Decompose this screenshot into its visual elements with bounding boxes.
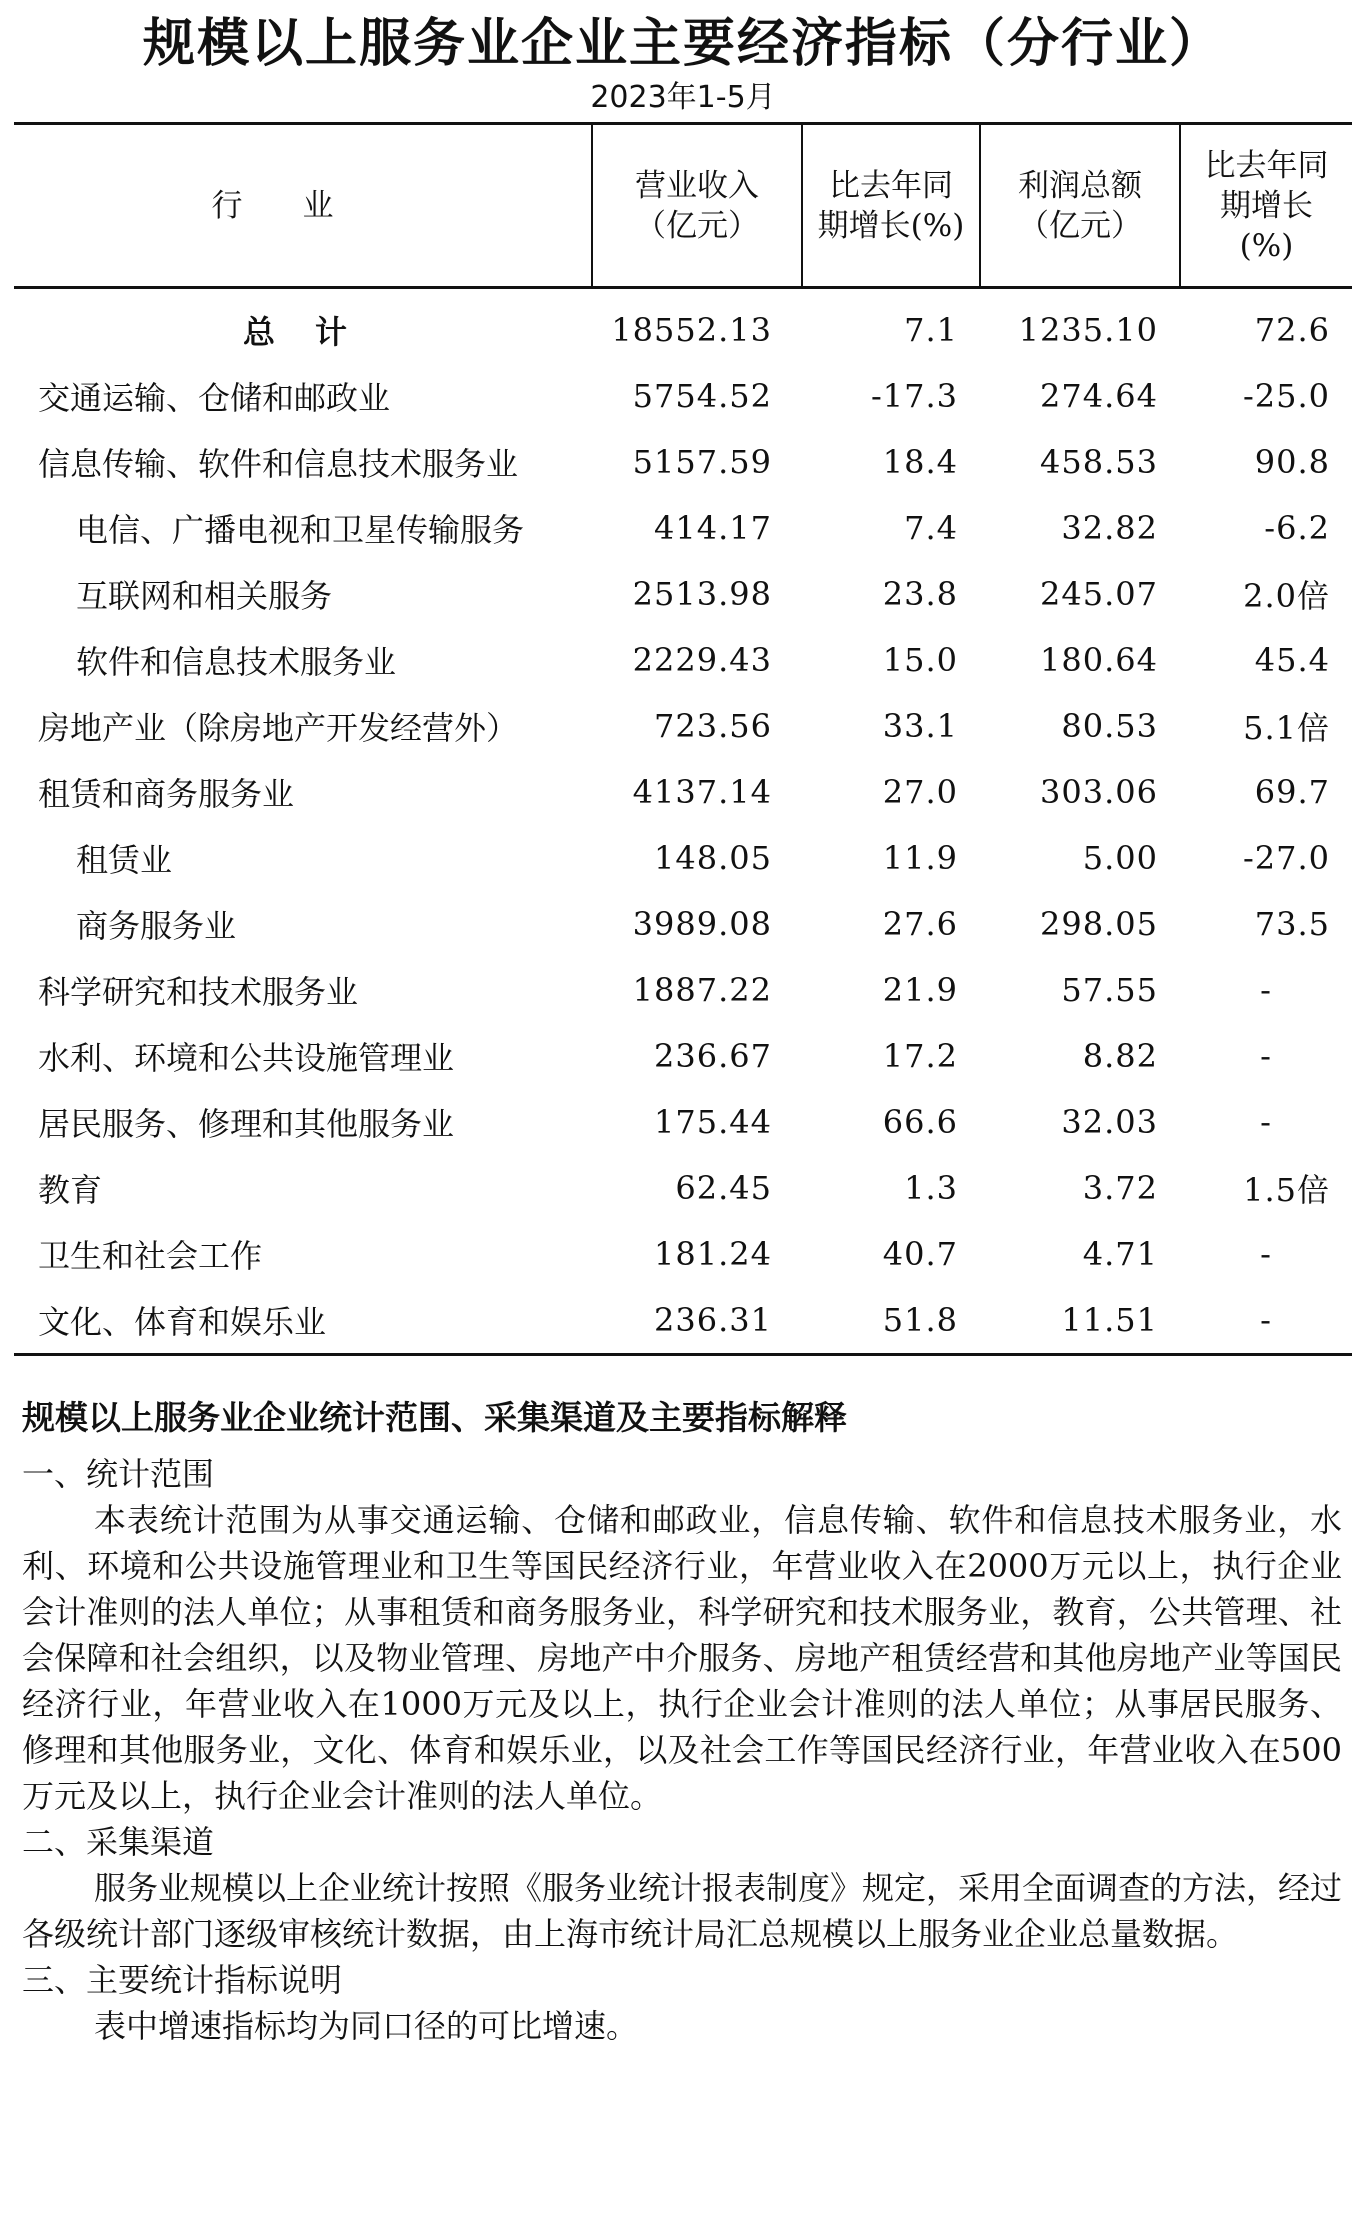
cell-industry: 居民服务、修理和其他服务业 (38, 1105, 455, 1143)
cell-profit-growth: 72.6 (1254, 311, 1330, 349)
table-row (14, 693, 1352, 759)
cell-profit: 5.00 (1082, 839, 1158, 877)
cell-profit-growth: 45.4 (1254, 641, 1330, 679)
cell-industry: 总计 (242, 313, 387, 351)
cell-revenue: 5754.52 (632, 377, 772, 415)
cell-revenue-growth: 21.9 (882, 971, 958, 1009)
table-row (14, 1023, 1352, 1089)
indicator-table (14, 122, 1352, 1356)
cell-revenue-growth: 66.6 (882, 1103, 958, 1141)
cell-revenue: 175.44 (654, 1103, 772, 1141)
table-row (14, 891, 1352, 957)
cell-revenue-growth: 23.8 (882, 575, 958, 613)
cell-revenue-growth: 51.8 (802, 1287, 980, 1355)
cell-profit: 180.64 (1040, 641, 1158, 679)
cell-revenue-growth: 1.3 (904, 1169, 958, 1207)
cell-revenue: 18552.13 (611, 311, 772, 349)
cell-profit-growth: 5.1倍 (1243, 709, 1330, 747)
cell-profit: 3.72 (1082, 1169, 1158, 1207)
header-profit: 利润总额 （亿元） (980, 124, 1180, 288)
table-row (14, 495, 1352, 561)
cell-profit-growth: -27.0 (1242, 839, 1330, 877)
table-row (14, 627, 1352, 693)
cell-profit: 458.53 (1040, 443, 1158, 481)
notes-title: 规模以上服务业企业统计范围、采集渠道及主要指标解释 (22, 1398, 847, 1437)
section-title-indicators: 三、主要统计指标说明 (22, 1961, 343, 1999)
section-text-channel: 服务业规模以上企业统计按照《服务业统计报表制度》规定，采用全面调查的方法，经过各级统计部门逐级审核统计数据，由上海市统计局汇总规模以上服务业企业总量数据。 (22, 1869, 1343, 1953)
cell-profit: 32.82 (1061, 509, 1158, 547)
cell-profit-growth: - (1260, 1235, 1272, 1273)
cell-revenue: 723.56 (654, 707, 772, 745)
header-revenue: 营业收入 （亿元） (592, 124, 802, 288)
page-subtitle: 2023年1-5月 (590, 80, 776, 115)
cell-revenue-growth: 27.0 (882, 773, 958, 811)
cell-revenue: 236.67 (654, 1037, 772, 1075)
section-text-indicators: 表中增速指标均为同口径的可比增速。 (94, 2007, 639, 2045)
cell-revenue-growth: 18.4 (882, 443, 958, 481)
cell-industry: 房地产业（除房地产开发经营外） (38, 709, 519, 747)
cell-profit-growth: 90.8 (1254, 443, 1330, 481)
cell-revenue: 2229.43 (632, 641, 772, 679)
table-row (14, 825, 1352, 891)
cell-revenue-growth: 27.6 (882, 905, 958, 943)
cell-revenue: 62.45 (675, 1169, 772, 1207)
cell-profit: 303.06 (1040, 773, 1158, 811)
cell-revenue-growth: 33.1 (882, 707, 958, 745)
cell-profit: 1235.10 (1018, 311, 1158, 349)
page-title: 规模以上服务业企业主要经济指标（分行业） (142, 14, 1223, 74)
table-row (14, 363, 1352, 429)
table-row (14, 759, 1352, 825)
cell-profit: 8.82 (1082, 1037, 1158, 1075)
cell-profit: 57.55 (1061, 971, 1158, 1009)
cell-industry: 文化、体育和娱乐业 (14, 1287, 592, 1355)
cell-profit-growth: -6.2 (1264, 509, 1330, 547)
cell-revenue: 2513.98 (632, 575, 772, 613)
cell-profit: 80.53 (1061, 707, 1158, 745)
cell-profit: 245.07 (1040, 575, 1158, 613)
cell-profit: 11.51 (980, 1287, 1180, 1355)
cell-revenue-growth: 11.9 (882, 839, 958, 877)
cell-profit-growth: - (1260, 971, 1272, 1009)
cell-industry: 教育 (38, 1171, 103, 1209)
cell-revenue-growth: 7.1 (904, 311, 958, 349)
cell-revenue-growth: 40.7 (882, 1235, 958, 1273)
cell-revenue: 236.31 (592, 1287, 802, 1355)
section-title-channel: 二、采集渠道 (22, 1823, 215, 1861)
cell-revenue-growth: 17.2 (882, 1037, 958, 1075)
section-title-scope: 一、统计范围 (22, 1455, 215, 1493)
table-row (14, 561, 1352, 627)
table-row-total (14, 288, 1352, 364)
table-row (14, 957, 1352, 1023)
cell-revenue: 148.05 (654, 839, 772, 877)
cell-revenue-growth: 15.0 (882, 641, 958, 679)
cell-profit-growth: 2.0倍 (1243, 577, 1330, 615)
cell-industry: 互联网和相关服务 (76, 577, 333, 615)
cell-industry: 软件和信息技术服务业 (76, 643, 397, 681)
cell-revenue: 414.17 (654, 509, 772, 547)
cell-profit-growth: - (1260, 1103, 1272, 1141)
cell-industry: 卫生和社会工作 (38, 1237, 263, 1275)
cell-revenue-growth: -17.3 (870, 377, 958, 415)
cell-profit: 298.05 (1040, 905, 1158, 943)
cell-profit-growth: 1.5倍 (1243, 1171, 1330, 1209)
cell-revenue: 3989.08 (632, 905, 772, 943)
header-industry: 行业 (14, 124, 592, 288)
cell-industry: 租赁业 (76, 841, 173, 879)
cell-revenue: 4137.14 (632, 773, 772, 811)
cell-profit: 274.64 (1040, 377, 1158, 415)
cell-industry: 科学研究和技术服务业 (38, 973, 359, 1011)
cell-industry: 信息传输、软件和信息技术服务业 (38, 445, 519, 483)
cell-industry: 电信、广播电视和卫星传输服务 (76, 511, 525, 549)
cell-industry: 租赁和商务服务业 (38, 775, 295, 813)
cell-profit-growth: -25.0 (1242, 377, 1330, 415)
cell-profit-growth: 69.7 (1254, 773, 1330, 811)
cell-revenue-growth: 7.4 (904, 509, 958, 547)
section-text-scope: 本表统计范围为从事交通运输、仓储和邮政业，信息传输、软件和信息技术服务业，水利、环境和公共设施管理业和卫生等国民经济行业，年营业收入在2000万元以上，执行企业会计准则的法人单位；从事租赁和商务服务业，科学研究和技术服务业，教育，公共管理、社会保障和社会组织，以及物业管理、房地产中介服务、房地产租赁经营和其他房地产业等国民经济行业，年营业收入在1000万元及以上，执行企业会计准则的法人单位；从事居民服务、修理和其他服务业，文化、体育和娱乐业，以及社会工作等国民经济行业，年营业收入在500万元及以上，执行企业会计准则的法人单位。 (22, 1501, 1342, 1815)
table-row (14, 1287, 1352, 1355)
cell-revenue: 181.24 (654, 1235, 772, 1273)
table-row (14, 1089, 1352, 1155)
cell-profit: 4.71 (1082, 1235, 1158, 1273)
cell-profit-growth: 73.5 (1254, 905, 1330, 943)
cell-profit-growth: - (1180, 1287, 1352, 1355)
notes-section (22, 1395, 1342, 2049)
table-header (14, 124, 1352, 288)
table-body (14, 288, 1352, 1355)
cell-profit-growth: - (1260, 1037, 1272, 1075)
cell-industry: 水利、环境和公共设施管理业 (38, 1039, 455, 1077)
header-revenue-growth: 比去年同 期增长(%) (802, 124, 980, 288)
cell-revenue: 5157.59 (632, 443, 772, 481)
cell-industry: 商务服务业 (76, 907, 237, 945)
cell-industry: 交通运输、仓储和邮政业 (38, 379, 391, 417)
table-row (14, 1221, 1352, 1287)
cell-revenue: 1887.22 (632, 971, 772, 1009)
cell-profit: 32.03 (1061, 1103, 1158, 1141)
header-profit-growth: 比去年同 期增长 (%) (1180, 124, 1352, 288)
table-row (14, 429, 1352, 495)
table-row (14, 1155, 1352, 1221)
